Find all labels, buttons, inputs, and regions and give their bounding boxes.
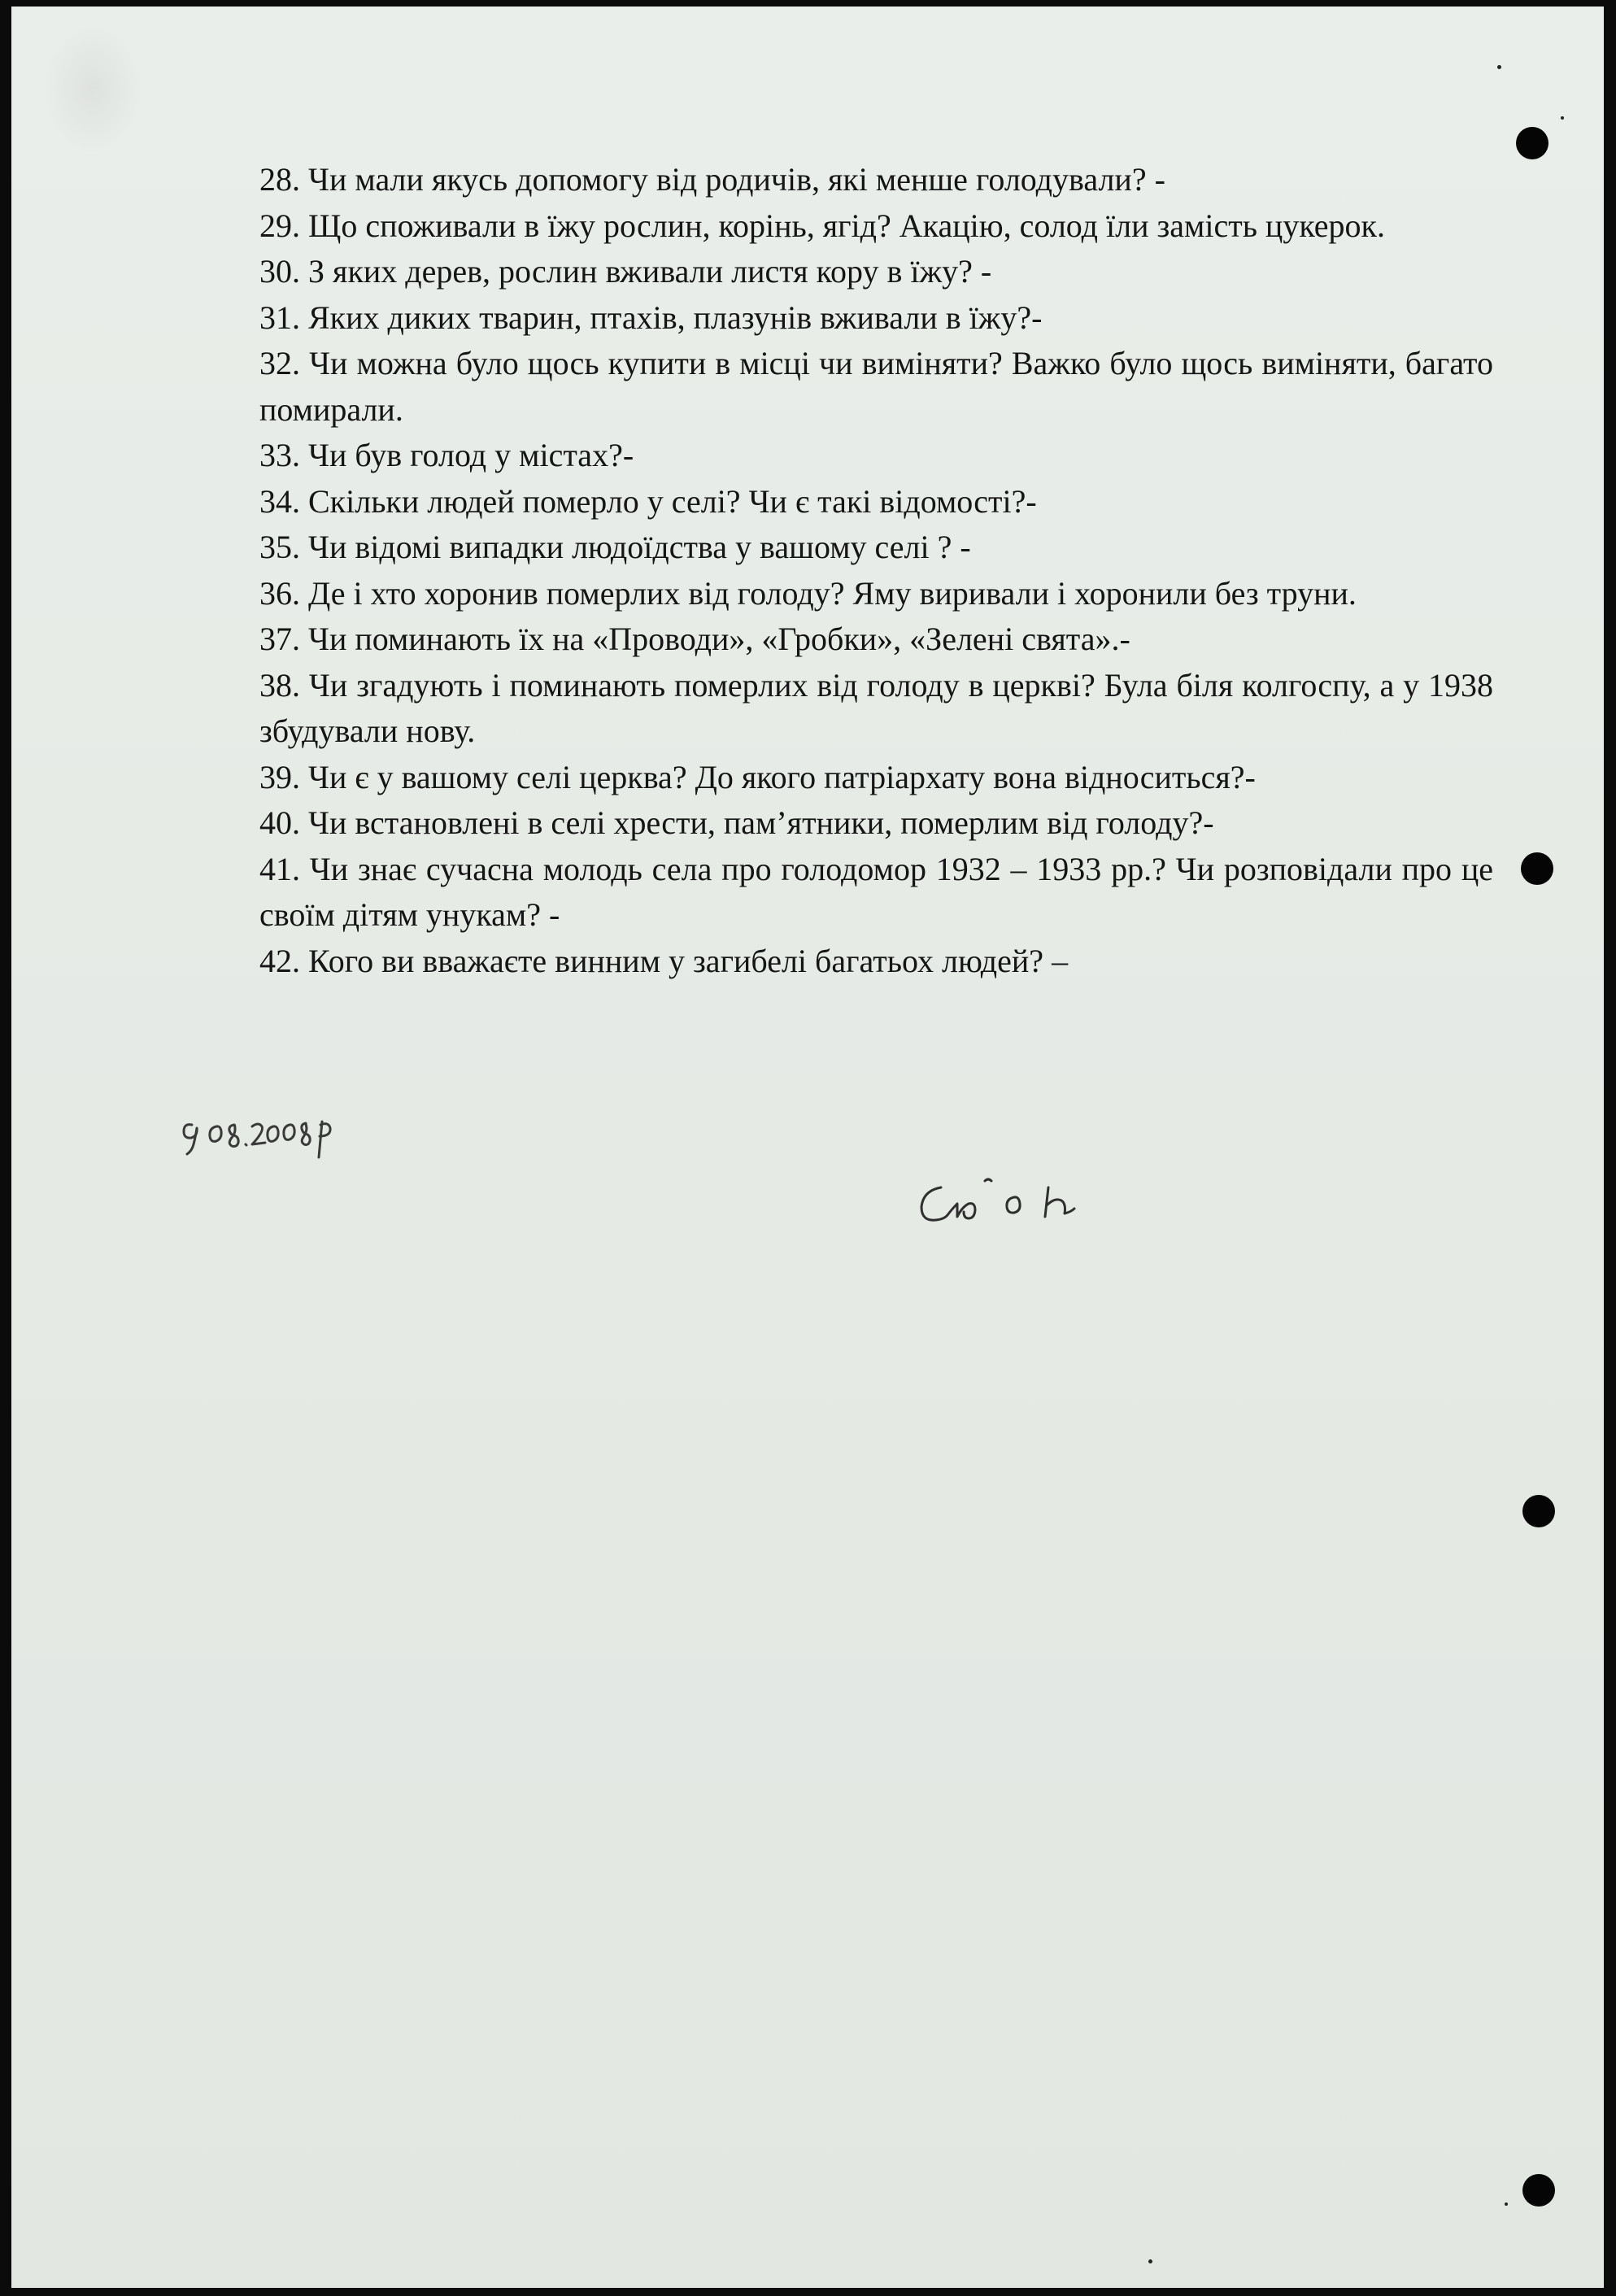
question-29: 29. Що споживали в їжу рослин, корінь, ягід? Акацію, солод їли замість цукерок. [259,207,1385,244]
punch-hole [1521,852,1553,885]
punch-hole [1522,1495,1555,1527]
question-35: 35. Чи відомі випадки людоїдства у вашому селі ? - [259,529,971,565]
handwritten-date [174,1100,394,1165]
question-31: 31. Яких диких тварин, птахів, плазунів вживали в їжу?- [259,298,1043,336]
questionnaire-text [259,157,1493,984]
question-40: 40. Чи встановлені в селі хрести, пам’ятники, померлим від голоду?- [259,804,1214,841]
punch-hole [1516,127,1548,159]
question-38: 38. Чи згадують і поминають померлих від голоду в церкві? Була біля колгоспу, а у 1938 збудували нову. [259,666,1493,749]
speck [1497,65,1501,69]
speck [1148,2259,1152,2263]
question-34: 34. Скільки людей померло у селі? Чи є такі відомості?- [259,482,1037,520]
signature [910,1170,1154,1235]
question-32: 32. Чи можна було щось купити в місці чи виміняти? Важко було щось виміняти, багато помирали. [259,345,1493,428]
punch-hole [1522,2174,1555,2207]
question-30: 30. З яких дерев, рослин вживали листя кору в їжу? - [259,253,992,290]
question-42: 42. Кого ви вважаєте винним у загибелі багатьох людей? – [259,942,1069,979]
speck [1561,116,1564,120]
question-33: 33. Чи був голод у містах?- [259,437,634,473]
question-36: 36. Де і хто хоронив померлих від голоду? Яму виривали і хоронили без труни. [259,574,1357,612]
question-39: 39. Чи є у вашому селі церква? До якого патріархату вона відноситься?- [259,758,1256,795]
document-page [11,7,1604,2288]
speck [1505,2202,1508,2206]
question-41: 41. Чи знає сучасна молодь села про голодомор 1932 – 1933 рр.? Чи розповідали про це своїм дітям унукам? - [259,850,1493,933]
question-28: 28. Чи мали якусь допомогу від родичів, які менше голодували? - [259,161,1165,198]
question-37: 37. Чи поминають їх на «Проводи», «Гробки», «Зелені свята».- [259,621,1130,657]
paper-stain [44,23,142,153]
